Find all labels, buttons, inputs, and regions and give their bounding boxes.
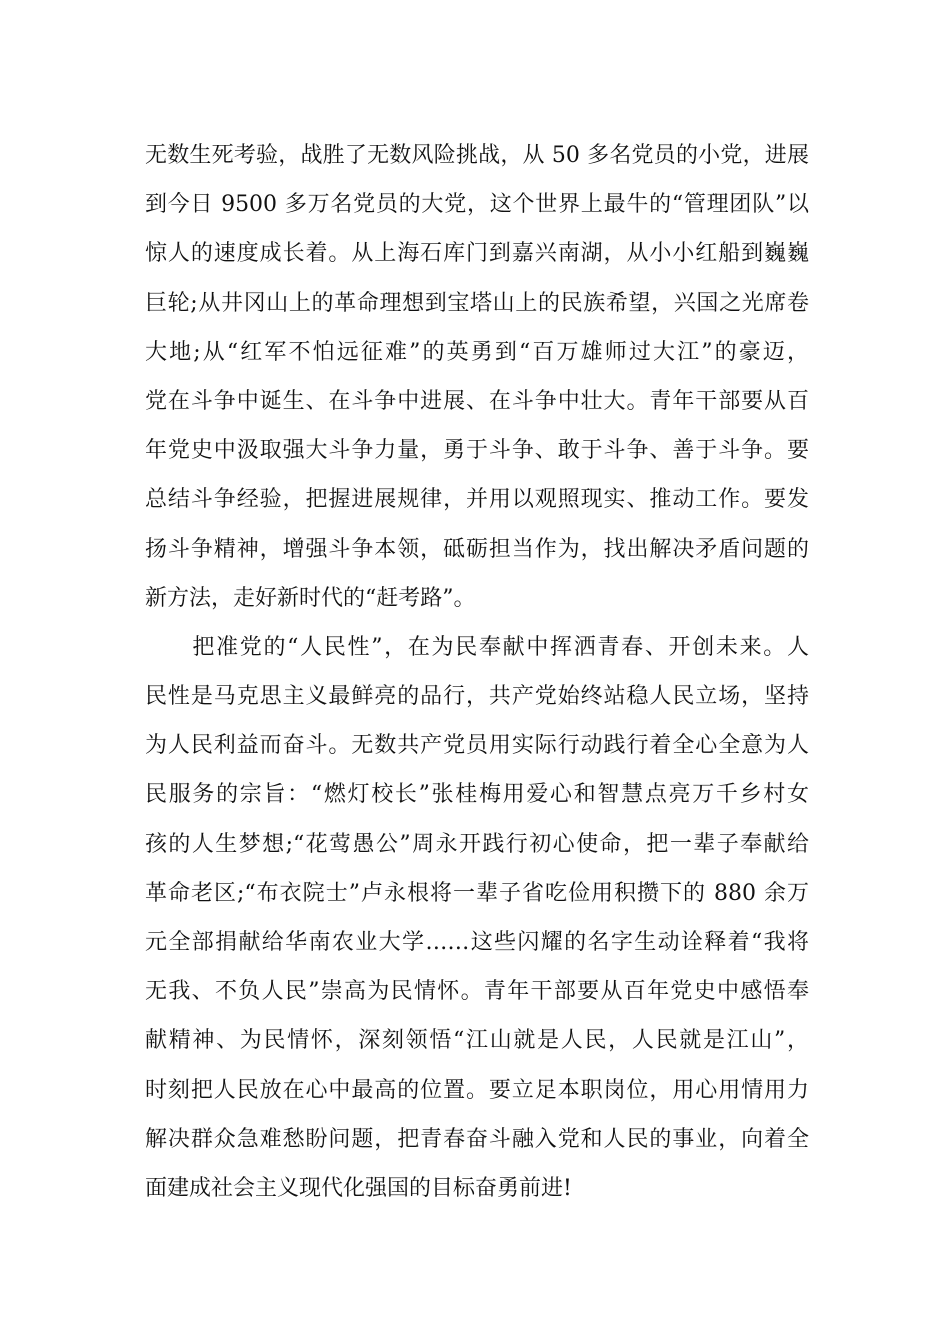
text-line: 革命老区;“布衣院士”卢永根将一辈子省吃俭用积攒下的 880 余万 xyxy=(145,880,809,906)
text-line: 面建成社会主义现代化强国的目标奋勇前进! xyxy=(145,1175,572,1201)
text-line: 献精神、为民情怀，深刻领悟“江山就是人民，人民就是江山”， xyxy=(145,1028,809,1054)
text-line: 新方法，走好新时代的“赶考路”。 xyxy=(145,585,476,611)
text-line: 解决群众急难愁盼问题，把青春奋斗融入党和人民的事业，向着全 xyxy=(145,1126,809,1152)
text-line: 大地;从“红军不怕远征难”的英勇到“百万雄师过大江”的豪迈， xyxy=(145,339,809,365)
text-line: 惊人的速度成长着。从上海石库门到嘉兴南湖，从小小红船到巍巍 xyxy=(145,241,809,267)
text-line: 到今日 9500 多万名党员的大党，这个世界上最牛的“管理团队”以 xyxy=(145,192,809,218)
document-body xyxy=(145,131,809,1213)
text-line: 民服务的宗旨：“燃灯校长”张桂梅用爱心和智慧点亮万千乡村女 xyxy=(145,782,809,808)
text-line: 党在斗争中诞生、在斗争中进展、在斗争中壮大。青年干部要从百 xyxy=(145,388,809,414)
text-line: 把准党的“人民性”，在为民奉献中挥洒青春、开创未来。人 xyxy=(145,634,809,660)
paragraph-struggle xyxy=(145,131,809,623)
text-line: 无数生死考验，战胜了无数风险挑战，从 50 多名党员的小党，进展 xyxy=(145,143,809,168)
text-line: 为人民利益而奋斗。无数共产党员用实际行动践行着全心全意为人 xyxy=(145,733,809,759)
text-line: 无我、不负人民”崇高为民情怀。青年干部要从百年党史中感悟奉 xyxy=(145,979,809,1005)
paragraph-people xyxy=(145,623,809,1213)
text-line: 时刻把人民放在心中最高的位置。要立足本职岗位，用心用情用力 xyxy=(145,1077,809,1103)
text-line: 总结斗争经验，把握进展规律，并用以观照现实、推动工作。要发 xyxy=(145,487,809,513)
text-line: 孩的人生梦想;“花莺愚公”周永开践行初心使命，把一辈子奉献给 xyxy=(145,831,809,857)
text-line: 年党史中汲取强大斗争力量，勇于斗争、敢于斗争、善于斗争。要 xyxy=(145,438,809,464)
text-line: 民性是马克思主义最鲜亮的品行，共产党始终站稳人民立场，坚持 xyxy=(145,684,809,710)
text-line: 元全部捐献给华南农业大学……这些闪耀的名字生动诠释着“我将 xyxy=(145,930,809,955)
text-line: 扬斗争精神，增强斗争本领，砥砺担当作为，找出解决矛盾问题的 xyxy=(145,536,809,562)
text-line: 巨轮;从井冈山上的革命理想到宝塔山上的民族希望，兴国之光席卷 xyxy=(145,290,809,316)
